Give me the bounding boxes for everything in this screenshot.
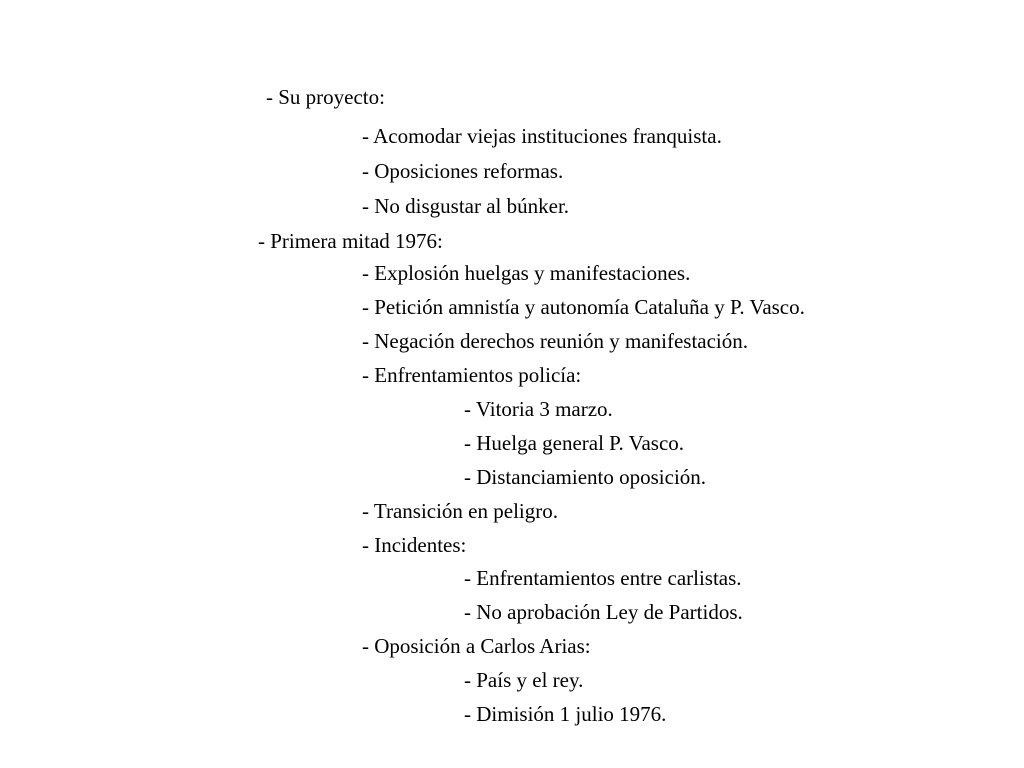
outline-line-12: - Distanciamiento oposición. xyxy=(464,465,707,489)
outline-line-10: - Vitoria 3 marzo. xyxy=(464,397,613,421)
outline-line-4: - No disgustar al búnker. xyxy=(362,194,570,218)
outline-line-6: - Explosión huelgas y manifestaciones. xyxy=(362,261,691,285)
outline-line-15: - Enfrentamientos entre carlistas. xyxy=(464,566,742,590)
outline-line-1: - Su proyecto: xyxy=(266,85,385,109)
outline-line-14: - Incidentes: xyxy=(362,533,467,557)
outline-line-2: - Acomodar viejas instituciones franquista. xyxy=(362,124,722,148)
outline-line-13: - Transición en peligro. xyxy=(362,499,558,523)
outline-line-3: - Oposiciones reformas. xyxy=(362,159,564,183)
outline-line-5: - Primera mitad 1976: xyxy=(258,229,443,253)
outline-line-7: - Petición amnistía y autonomía Cataluña y P. Vasco. xyxy=(362,295,805,319)
outline-line-8: - Negación derechos reunión y manifestación. xyxy=(362,329,749,353)
outline-line-19: - Dimisión 1 julio 1976. xyxy=(464,702,667,726)
outline-line-17: - Oposición a Carlos Arias: xyxy=(362,634,591,658)
outline-line-16: - No aprobación Ley de Partidos. xyxy=(464,600,743,624)
outline-line-9: - Enfrentamientos policía: xyxy=(362,363,582,387)
outline-line-11: - Huelga general P. Vasco. xyxy=(464,431,685,455)
outline-line-18: - País y el rey. xyxy=(464,668,584,692)
